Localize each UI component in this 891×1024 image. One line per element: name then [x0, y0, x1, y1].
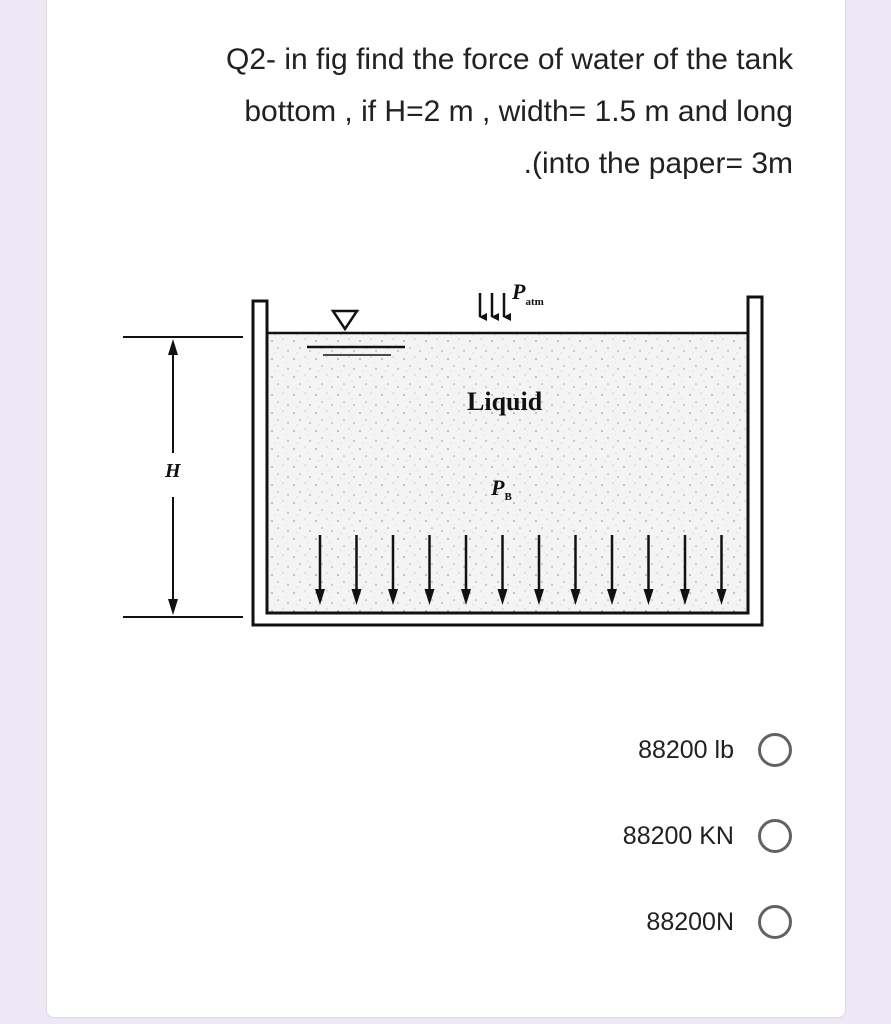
- option-88200-lb[interactable]: [638, 728, 792, 772]
- question-line: .(into the paper= 3m: [523, 147, 793, 180]
- pb-label: $P_B$: [491, 475, 512, 503]
- liquid-region: [267, 333, 747, 613]
- radio-button[interactable]: [758, 819, 792, 853]
- option-label: 88200 lb: [638, 735, 734, 764]
- question-line: bottom , if H=2 m , width= 1.5 m and long: [244, 95, 793, 128]
- liquid-label: Liquid: [467, 387, 543, 416]
- patm-label: $P_{atm}$: [512, 279, 544, 308]
- radio-button[interactable]: [758, 733, 792, 767]
- h-label: H: [165, 460, 181, 482]
- question-text: [73, 34, 793, 190]
- tank-figure: [115, 265, 775, 665]
- height-dimension: [123, 337, 243, 617]
- option-88200-kn[interactable]: [623, 814, 792, 858]
- option-88200-n[interactable]: [646, 900, 792, 944]
- option-label: 88200N: [646, 907, 734, 936]
- radio-button[interactable]: [758, 905, 792, 939]
- atm-pressure-arrows-icon: [480, 293, 504, 317]
- option-label: 88200 KN: [622, 821, 734, 850]
- question-line: Q2- in fig find the force of water of the tank: [226, 43, 793, 76]
